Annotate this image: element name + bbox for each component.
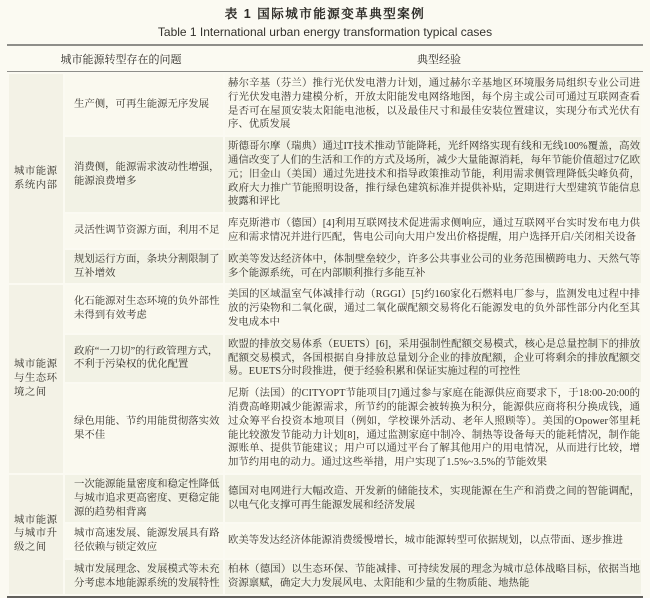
table-caption-en: Table 1 International urban energy transformation typical cases bbox=[157, 25, 493, 39]
header-experience: 典型经验 bbox=[417, 54, 461, 66]
experience-cell: 欧盟的排放交易体系（EUETS）[6]，采用强制性配额交易模式，核心是总量控制下的排放配额交易模式，各国根据自身排放总量划分企业的排放配额，企业可将剩余的排放配额交易。EUETS分时段推进，便于经验积累和保证实施过程的可控性 bbox=[225, 335, 641, 382]
category-cell: 城市能源与生态环境之间 bbox=[9, 285, 63, 473]
table-row bbox=[9, 250, 641, 284]
problem-cell: 政府“一刀切”的行政管理方式，不利于污染权的优化配置 bbox=[65, 335, 223, 382]
table-row bbox=[9, 74, 641, 135]
problem-cell: 化石能源对生态环境的负外部性未得到有效考虑 bbox=[65, 285, 223, 332]
table-caption-zh: 表 1 国际城市能源变革典型案例 bbox=[224, 7, 426, 21]
experience-cell: 尼斯（法国）的CITYOPT节能项目[7]通过参与家庭在能源供应商要求下，于18:00-20:00的消费高峰期减少能源需求，所节约的能源会被转换为积分，能源供应商将积分换成钱，通过众筹平台投资本地项目（例如，学校课外活动、老年人照顾等）。美国的Opower邻里耗能比较激发节能动力计划[8]，通过监测家庭中制冷、制热等设备每天的能耗情况，制作能源账单、提供节能建议；用户可以通过平台了解其他用户的用电情况，从而进行比较，增加节约用电的动力。通过这些举措，用户实现了1.5%~3.5%的节能效果 bbox=[225, 384, 641, 473]
table-row bbox=[9, 384, 641, 473]
experience-cell: 欧美等发达经济体中，体制壁垒较少，许多公共事业公司的业务范围横跨电力、天然气等多个能源系统，可在内部顺利推行多能互补 bbox=[225, 250, 641, 284]
experience-cell: 柏林（德国）以生态环保、节能减排、可持续发展的理念为城市总体战略目标，依据当地资源禀赋，确定大力发展风电、太阳能和少量的生物质能、地热能 bbox=[225, 560, 641, 594]
problem-cell: 城市发展理念、发展模式等未充分考虑本地能源系统的发展特性 bbox=[65, 560, 223, 594]
problem-cell: 生产侧，可再生能源无序发展 bbox=[65, 74, 223, 135]
table-row bbox=[9, 335, 641, 382]
problem-cell: 绿色用能、节约用能贯彻落实效果不佳 bbox=[65, 384, 223, 473]
table-row bbox=[9, 285, 641, 332]
experience-cell: 欧美等发达经济体能源消费缓慢增长，城市能源转型可依据规划，以点带面、逐步推进 bbox=[225, 524, 641, 558]
problem-cell: 一次能源能量密度和稳定性降低与城市追求更高密度、更稳定能源的趋势相背离 bbox=[65, 475, 223, 522]
table-body bbox=[7, 72, 643, 596]
experience-cell: 德国对电网进行大幅改造、开发新的储能技术，实现能源在生产和消费之间的智能调配，以电气化支撑可再生能源发展和经济发展 bbox=[225, 475, 641, 522]
table-row bbox=[9, 214, 641, 248]
category-cell: 城市能源系统内部 bbox=[9, 74, 63, 283]
experience-cell: 美国的区域温室气体减排行动（RGGI）[5]约160家化石燃料电厂参与，监测发电过程中排放的污染物和二氧化碳，通过二氧化碳配额交易将化石能源发电的负外部性部分内化至其发电成本中 bbox=[225, 285, 641, 332]
experience-cell: 库克斯港市（德国）[4]利用互联网技术促进需求侧响应，通过互联网平台实时发布电力供应和需求情况并进行匹配，售电公司向大用户发出价格提醒，用户选择开启/关闭相关设备 bbox=[225, 214, 641, 248]
experience-cell: 赫尔辛基（芬兰）推行光伏发电潜力计划，通过赫尔辛基地区环境服务局组织专业公司进行光伏发电潜力建模分析，开放太阳能发电网络地图，每个房主或公司可通过互联网查看是否可在屋顶安装太阳能电池板，以及最佳尺寸和最佳安装位置建议，实现分布式光伏有序、优质发展 bbox=[225, 74, 641, 135]
table-row bbox=[9, 137, 641, 212]
problem-cell: 规划运行方面，条块分割限制了互补增效 bbox=[65, 250, 223, 284]
experience-cell: 斯德哥尔摩（瑞典）通过IT技术推动节能降耗，光纤网络实现有线和无线100%覆盖，高效通信改变了人们的生活和工作的方式及场所，减少大量能源消耗，每年节能价值超过7亿欧元；旧金山（美国）通过先进技术和指导政策推动节能，利用需求侧管理降低尖峰负荷，政府大力推广节能照明设备，推行绿色建筑标准并提供补贴，定期进行大型建筑节能信息披露和评比 bbox=[225, 137, 641, 212]
header-problems: 城市能源转型存在的问题 bbox=[60, 54, 182, 66]
problem-cell: 消费侧，能源需求波动性增强，能源浪费增多 bbox=[65, 137, 223, 212]
table-row bbox=[9, 560, 641, 594]
category-cell: 城市能源与城市升级之间 bbox=[9, 475, 63, 594]
table-row bbox=[9, 475, 641, 522]
table-caption bbox=[0, 0, 650, 39]
cases-table bbox=[7, 44, 643, 598]
problem-cell: 城市高速发展、能源发展具有路径依赖与锁定效应 bbox=[65, 524, 223, 558]
problem-cell: 灵活性调节资源方面，利用不足 bbox=[65, 214, 223, 248]
table-header-row bbox=[7, 46, 643, 72]
